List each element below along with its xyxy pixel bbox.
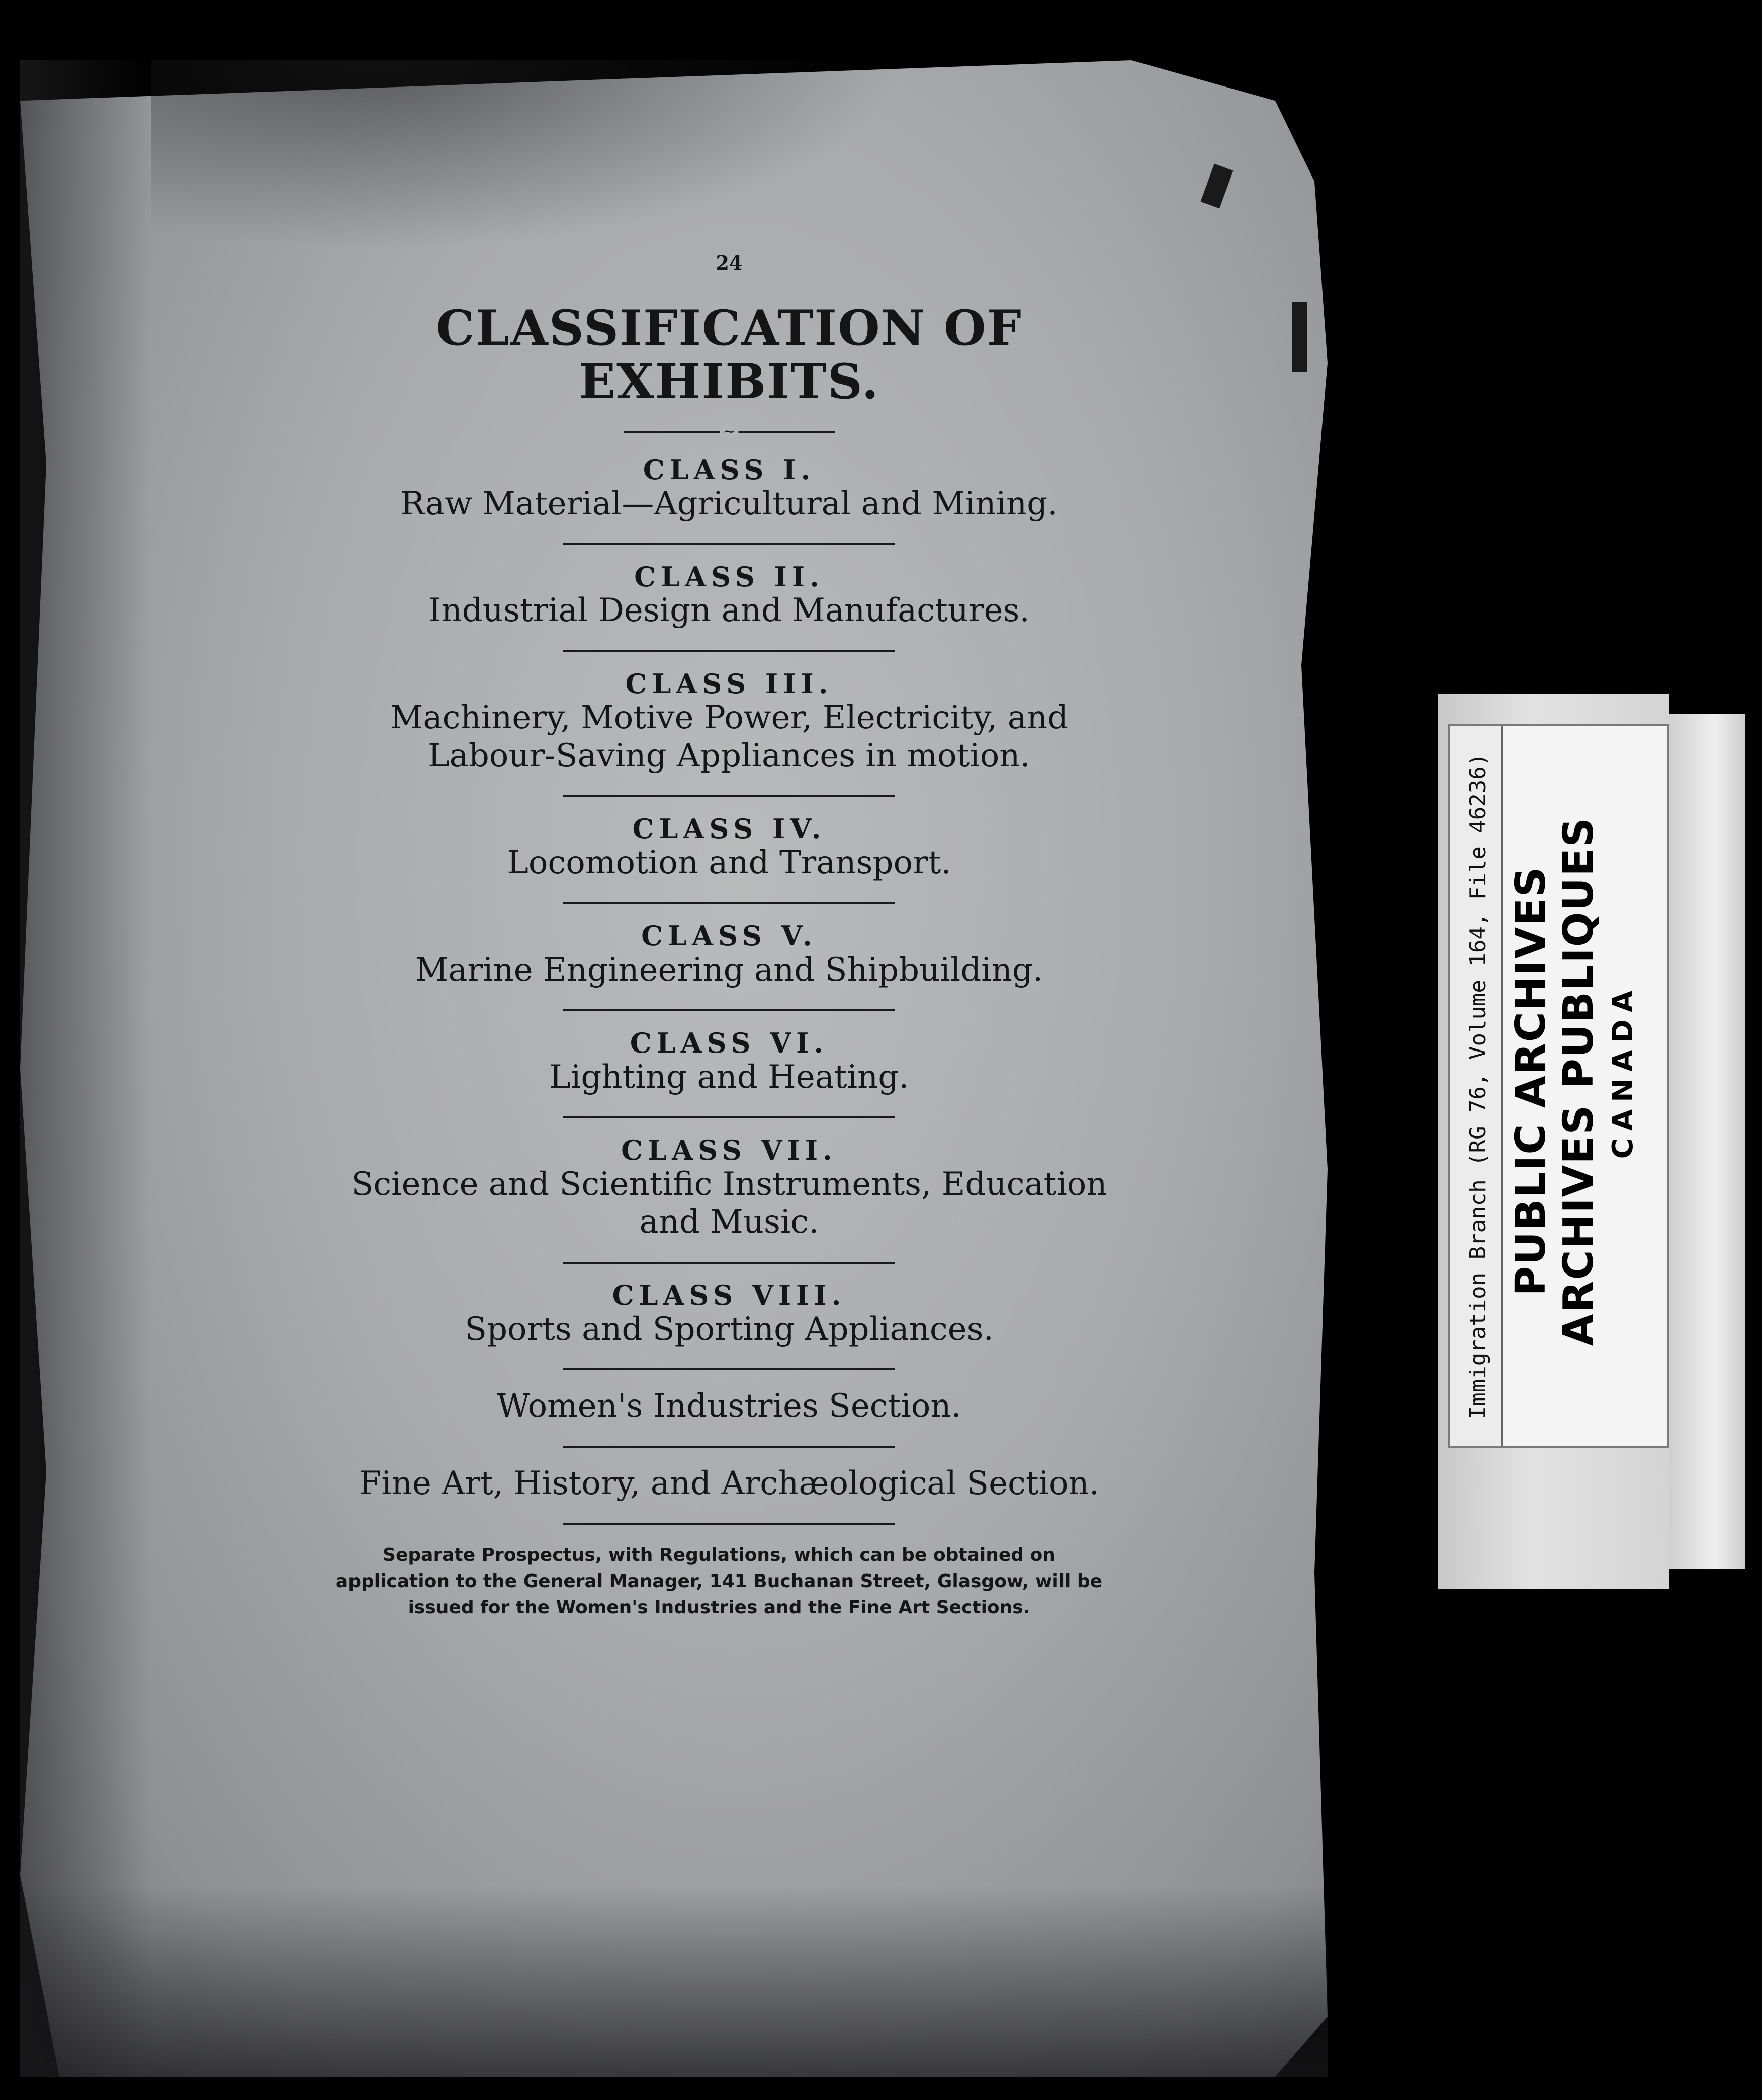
divider: [563, 650, 895, 652]
class-heading: CLASS VI.: [630, 1027, 829, 1060]
archive-label-line1: PUBLIC ARCHIVES: [1507, 866, 1555, 1296]
class-description: Industrial Design and Manufactures.: [428, 592, 1030, 630]
document-content: [322, 251, 1136, 1621]
archive-label-line3: CANADA: [1607, 983, 1639, 1159]
archive-label-line2: ARCHIVES PUBLIQUES: [1555, 816, 1603, 1346]
title-ornament: ~: [624, 427, 835, 437]
divider: [563, 1009, 895, 1011]
class-description: Sports and Sporting Appliances.: [465, 1310, 994, 1348]
divider: [563, 1262, 895, 1264]
class-entry: [322, 455, 1136, 523]
class-entry: [322, 1281, 1136, 1349]
divider: [563, 795, 895, 797]
archive-label-backing: [1669, 714, 1745, 1569]
class-description: Raw Material—Agricultural and Mining.: [400, 485, 1058, 522]
class-heading: CLASS IV.: [632, 813, 826, 845]
page-shadow-left: [20, 60, 151, 2077]
class-entry: [322, 1135, 1136, 1241]
page-title: CLASSIFICATION OF EXHIBITS.: [436, 300, 1022, 410]
class-heading: CLASS V.: [641, 920, 817, 952]
class-heading: CLASS III.: [625, 668, 833, 700]
divider: [563, 1523, 895, 1525]
class-heading: CLASS II.: [634, 561, 824, 593]
class-entry: [322, 669, 1136, 775]
prospectus-note: Separate Prospectus, with Regulations, which can be obtained on application to the General Manager, 141 Buchanan Street, Glasgow, will be issued for the Women's Industries and the Fine Art Sections.: [335, 1544, 1103, 1618]
divider: [563, 543, 895, 545]
class-entry: [322, 921, 1136, 989]
divider: [563, 1116, 895, 1118]
class-heading: CLASS VII.: [621, 1134, 837, 1167]
divider: [563, 902, 895, 904]
section-title: Fine Art, History, and Archæological Section.: [359, 1464, 1100, 1502]
class-entry: [322, 1028, 1136, 1096]
class-heading: CLASS I.: [643, 454, 816, 486]
class-heading: CLASS VIII.: [612, 1279, 846, 1311]
page-shadow-top: [151, 60, 905, 251]
class-description: Science and Scientific Instruments, Education and Music.: [351, 1165, 1107, 1241]
class-entry: [322, 562, 1136, 630]
section-title: Women's Industries Section.: [497, 1387, 961, 1425]
class-description: Locomotion and Transport.: [507, 844, 951, 882]
divider: [563, 1368, 895, 1370]
page-shadow-bottom: [20, 1886, 1328, 2077]
class-entry: [322, 814, 1136, 882]
class-description: Marine Engineering and Shipbuilding.: [415, 951, 1043, 989]
class-description: Lighting and Heating.: [549, 1058, 909, 1096]
page-number: 24: [716, 251, 743, 274]
page-tear-mark: [1292, 302, 1307, 372]
archive-reference-text: Immigration Branch (RG 76, Volume 164, File 46236): [1465, 753, 1491, 1420]
divider: [563, 1446, 895, 1448]
class-description: Machinery, Motive Power, Electricity, and Labour-Saving Appliances in motion.: [390, 699, 1069, 774]
